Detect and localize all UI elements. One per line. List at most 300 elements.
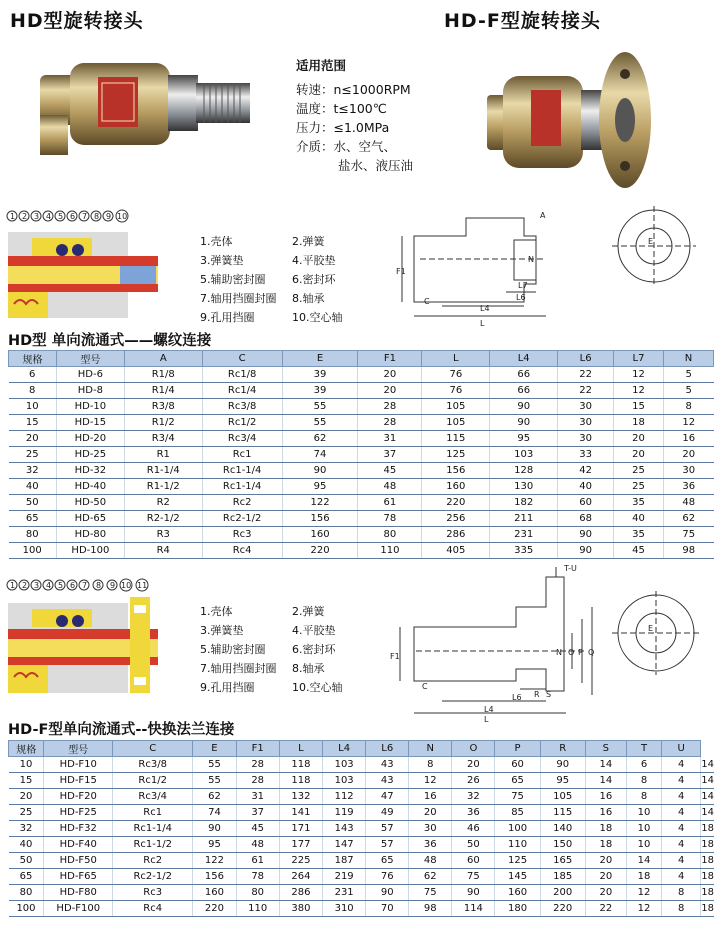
table-cell: 103 (323, 757, 366, 773)
table-cell: R1/8 (124, 367, 202, 383)
spec-heading: 适用范围 (296, 58, 347, 73)
callout-11: 11 (137, 581, 148, 590)
table-cell: 18 (701, 885, 714, 901)
callout-8: 8 (94, 212, 100, 221)
col-header: E (282, 351, 358, 367)
table-cell: 14 (701, 805, 714, 821)
table-cell: 18 (585, 837, 626, 853)
callout-1: 1 (10, 212, 16, 221)
table-row (9, 495, 714, 511)
table-cell: 30 (558, 399, 614, 415)
table-cell: 40 (614, 511, 664, 527)
table-cell: 55 (282, 399, 358, 415)
table-cell: 156 (282, 511, 358, 527)
callout-10: 10 (121, 581, 132, 590)
table-cell: 55 (193, 757, 236, 773)
table-cell: 220 (193, 901, 236, 917)
table-cell: HD-8 (56, 383, 124, 399)
table-cell: 12 (409, 773, 452, 789)
dim-label-c: C (422, 682, 428, 691)
table-cell: 20 (585, 885, 626, 901)
parts-list-1 (200, 232, 384, 327)
table-cell: 75 (452, 869, 495, 885)
table-cell: Rc1-1/4 (113, 821, 193, 837)
table-cell: 125 (422, 447, 490, 463)
col-header: N (409, 741, 452, 757)
table-row (9, 869, 715, 885)
table-cell: 219 (323, 869, 366, 885)
table-cell: 141 (279, 805, 322, 821)
table-cell: 171 (279, 821, 322, 837)
callout-3: 3 (34, 581, 40, 590)
table-cell: 62 (663, 511, 713, 527)
callout-4: 4 (46, 581, 52, 590)
table-cell: 20 (614, 431, 664, 447)
table-cell: 10 (626, 805, 661, 821)
table-cell: 47 (366, 789, 409, 805)
table-cell: 16 (409, 789, 452, 805)
table-cell: Rc1/2 (113, 773, 193, 789)
callout-2: 2 (22, 581, 28, 590)
spec-line: 盐水、液压油 (338, 158, 414, 173)
table-cell: 76 (422, 383, 490, 399)
callout-5: 5 (58, 212, 64, 221)
table-cell: HD-F100 (44, 901, 113, 917)
col-header: 型号 (44, 741, 113, 757)
dim-label-f1: F1 (390, 652, 400, 661)
table-cell: 128 (490, 463, 558, 479)
col-header: C (202, 351, 282, 367)
table-cell: 18 (585, 821, 626, 837)
table-cell: 105 (540, 789, 585, 805)
table-cell: 165 (540, 853, 585, 869)
table-cell: 14 (585, 757, 626, 773)
col-header: T (626, 741, 661, 757)
table-cell: 20 (9, 789, 44, 805)
table-cell: 180 (495, 901, 540, 917)
table-cell: 256 (422, 511, 490, 527)
table-cell: Rc3/4 (113, 789, 193, 805)
table-cell: 70 (366, 901, 409, 917)
table-cell: R3/4 (124, 431, 202, 447)
table-row (9, 837, 715, 853)
table-cell: 35 (614, 495, 664, 511)
table-cell: 156 (193, 869, 236, 885)
table-cell: 95 (490, 431, 558, 447)
table-cell: 43 (366, 773, 409, 789)
table-cell: Rc3/8 (202, 399, 282, 415)
table-cell: 32 (9, 821, 44, 837)
table-cell: 55 (193, 773, 236, 789)
table-cell: 15 (9, 773, 44, 789)
dim-label-l: L (484, 715, 489, 724)
table-cell: 95 (282, 479, 358, 495)
table-cell: 45 (358, 463, 422, 479)
table-cell: 182 (490, 495, 558, 511)
table-cell: 105 (422, 415, 490, 431)
col-header: O (452, 741, 495, 757)
table-row (9, 543, 714, 559)
table-cell: 28 (358, 415, 422, 431)
table-cell: 18 (701, 901, 714, 917)
table-cell: 115 (422, 431, 490, 447)
table-cell: 18 (701, 853, 714, 869)
table-cell: 76 (366, 869, 409, 885)
table-cell: 90 (366, 885, 409, 901)
table-cell: 8 (626, 773, 661, 789)
table-cell: 143 (323, 821, 366, 837)
table-cell: 112 (323, 789, 366, 805)
table-cell: 118 (279, 773, 322, 789)
table-cell: HD-20 (56, 431, 124, 447)
table-cell: 200 (540, 885, 585, 901)
table-cell: 25 (614, 479, 664, 495)
dim-label-l4: L4 (480, 304, 490, 313)
table-cell: Rc1 (113, 805, 193, 821)
table-cell: R4 (124, 543, 202, 559)
dim-label-c: C (424, 297, 430, 306)
table-cell: 10 (9, 757, 44, 773)
table-cell: 49 (366, 805, 409, 821)
table-cell: 118 (279, 757, 322, 773)
table-cell: 39 (282, 367, 358, 383)
table-cell: 8 (662, 901, 701, 917)
table-cell: 145 (495, 869, 540, 885)
table-cell: Rc1/2 (202, 415, 282, 431)
table-cell: 231 (490, 527, 558, 543)
table-cell: 60 (558, 495, 614, 511)
hd-f-photo (485, 40, 655, 190)
dim-label-e: E (648, 237, 654, 246)
hd-photo (40, 55, 290, 160)
table-cell: 90 (540, 757, 585, 773)
table-cell: 35 (614, 527, 664, 543)
spec-line: 压力：≤1.0MPa (296, 120, 390, 135)
table-cell: 187 (323, 853, 366, 869)
table-cell: HD-100 (56, 543, 124, 559)
table-cell: 22 (585, 901, 626, 917)
table-cell: 4 (662, 821, 701, 837)
table-cell: 65 (366, 853, 409, 869)
table-cell: 114 (452, 901, 495, 917)
table-cell: 78 (358, 511, 422, 527)
table-row (9, 789, 715, 805)
col-header: A (124, 351, 202, 367)
table-cell: 60 (495, 757, 540, 773)
dim-label-l7: L7 (518, 281, 528, 290)
table-cell: 90 (452, 885, 495, 901)
table-row (9, 367, 714, 383)
table-cell: 20 (663, 447, 713, 463)
table-cell: 211 (490, 511, 558, 527)
table-cell: 45 (614, 543, 664, 559)
title-hd-f: HD-F型旋转接头 (444, 10, 601, 32)
table-cell: 90 (558, 527, 614, 543)
table-cell: R3 (124, 527, 202, 543)
table-cell: 122 (193, 853, 236, 869)
table-cell: 95 (193, 837, 236, 853)
table-cell: 37 (358, 447, 422, 463)
table-cell: 20 (585, 869, 626, 885)
table-cell: 33 (558, 447, 614, 463)
table-cell: 160 (495, 885, 540, 901)
table-cell: 12 (626, 885, 661, 901)
table-cell: 28 (236, 773, 279, 789)
table-cell: 31 (358, 431, 422, 447)
table-cell: 18 (701, 869, 714, 885)
table-cell: 231 (323, 885, 366, 901)
dim-label-f1: F1 (396, 267, 406, 276)
table-cell: 75 (409, 885, 452, 901)
table-cell: 28 (236, 757, 279, 773)
spec-line: 温度：t≤100℃ (296, 101, 387, 116)
table-cell: 405 (422, 543, 490, 559)
table-cell: 80 (358, 527, 422, 543)
table-cell: 100 (495, 821, 540, 837)
table-cell: 14 (585, 773, 626, 789)
col-header: L4 (323, 741, 366, 757)
table-cell: 130 (490, 479, 558, 495)
table-cell: Rc4 (113, 901, 193, 917)
table-cell: 95 (540, 773, 585, 789)
part-item: 1.壳体 (200, 235, 233, 248)
callout-7: 7 (82, 581, 88, 590)
table-cell: 98 (409, 901, 452, 917)
table-cell: 90 (193, 821, 236, 837)
dim-label-n: N (556, 648, 562, 657)
hd-cutaway-drawing (2, 208, 172, 320)
table-cell: 20 (358, 367, 422, 383)
table-cell: Rc3 (113, 885, 193, 901)
table-cell: 48 (409, 853, 452, 869)
spec-block (296, 56, 413, 175)
table-cell: 4 (662, 789, 701, 805)
table-cell: Rc2-1/2 (113, 869, 193, 885)
table-cell: Rc2 (202, 495, 282, 511)
part-item: 5.辅助密封圈 (200, 643, 266, 656)
table-cell: R1-1/4 (124, 463, 202, 479)
table-cell: 80 (9, 885, 44, 901)
table-cell: 140 (540, 821, 585, 837)
part-item: 3.弹簧垫 (200, 254, 244, 267)
table-cell: 264 (279, 869, 322, 885)
dim-label-l6: L6 (516, 293, 526, 302)
table-cell: 48 (358, 479, 422, 495)
table-cell: 66 (490, 383, 558, 399)
callout-9: 9 (106, 212, 112, 221)
table-cell: 25 (9, 805, 44, 821)
table-cell: 40 (9, 479, 57, 495)
table-cell: HD-F10 (44, 757, 113, 773)
table-cell: 160 (282, 527, 358, 543)
table-cell: R1-1/2 (124, 479, 202, 495)
table-cell: 286 (422, 527, 490, 543)
dim-label-p: P (578, 648, 583, 657)
dim-label-n: N (528, 255, 534, 264)
table-cell: HD-F65 (44, 869, 113, 885)
table-cell: 50 (9, 495, 57, 511)
table-cell: 37 (236, 805, 279, 821)
table-cell: HD-15 (56, 415, 124, 431)
part-item: 4.平胶垫 (292, 254, 336, 267)
table-cell: Rc1-1/2 (113, 837, 193, 853)
table-cell: Rc1-1/4 (202, 463, 282, 479)
table-cell: 100 (9, 543, 57, 559)
dim-label-l6: L6 (512, 693, 522, 702)
hd-f-spec-table (8, 740, 714, 917)
table-cell: 125 (495, 853, 540, 869)
table-cell: 40 (9, 837, 44, 853)
part-item: 3.弹簧垫 (200, 624, 244, 637)
table-cell: 4 (662, 757, 701, 773)
table-cell: 177 (279, 837, 322, 853)
table-cell: Rc1/4 (202, 383, 282, 399)
table-cell: 36 (452, 805, 495, 821)
table-cell: 90 (558, 543, 614, 559)
table-cell: 36 (409, 837, 452, 853)
part-item: 2.弹簧 (292, 605, 325, 618)
table-cell: 20 (358, 383, 422, 399)
table-cell: HD-32 (56, 463, 124, 479)
callout-8: 8 (96, 581, 102, 590)
table-cell: 10 (9, 399, 57, 415)
table-cell: Rc1-1/4 (202, 479, 282, 495)
table-cell: HD-10 (56, 399, 124, 415)
table-cell: 62 (282, 431, 358, 447)
table-cell: 76 (422, 367, 490, 383)
table-row (9, 805, 715, 821)
spec-line: 介质：水、空气、 (296, 139, 397, 154)
table-cell: 4 (662, 837, 701, 853)
dim-label-e: E (648, 624, 654, 633)
table-cell: Rc1 (202, 447, 282, 463)
table-cell: 115 (540, 805, 585, 821)
table-cell: Rc3/4 (202, 431, 282, 447)
table-cell: 16 (585, 789, 626, 805)
dim-label-l: L (480, 319, 485, 328)
section-heading-hd: HD型 单向流通式——螺纹连接 (8, 333, 212, 349)
col-header: S (585, 741, 626, 757)
table-cell: 32 (9, 463, 57, 479)
table-cell: 122 (282, 495, 358, 511)
table-row (9, 821, 715, 837)
table-cell: HD-65 (56, 511, 124, 527)
table-cell: 18 (701, 821, 714, 837)
table-cell: 30 (558, 415, 614, 431)
table-row (9, 399, 714, 415)
table-cell: 68 (558, 511, 614, 527)
part-item: 6.密封环 (292, 643, 336, 656)
table-cell: 22 (558, 367, 614, 383)
table-cell: 5 (663, 383, 713, 399)
table-cell: 14 (626, 853, 661, 869)
col-header: 规格 (9, 741, 44, 757)
table-cell: 147 (323, 837, 366, 853)
dim-label-r: R (534, 690, 540, 699)
table-cell: 18 (626, 869, 661, 885)
table-cell: 10 (626, 821, 661, 837)
table-cell: 50 (452, 837, 495, 853)
part-item: 2.弹簧 (292, 235, 325, 248)
table-cell: 80 (9, 527, 57, 543)
table-row (9, 511, 714, 527)
table-cell: 8 (409, 757, 452, 773)
table-cell: 14 (701, 789, 714, 805)
table-cell: 42 (558, 463, 614, 479)
table-cell: 132 (279, 789, 322, 805)
table-cell: 8 (662, 885, 701, 901)
table-cell: 48 (663, 495, 713, 511)
hd-f-dimension-drawing (386, 563, 716, 725)
parts-list-2 (200, 602, 384, 697)
table-cell: 14 (701, 757, 714, 773)
table-row (9, 527, 714, 543)
callout-3: 3 (34, 212, 40, 221)
table-cell: 32 (452, 789, 495, 805)
table-cell: HD-50 (56, 495, 124, 511)
table-cell: 75 (495, 789, 540, 805)
table-row (9, 757, 715, 773)
col-header: L (279, 741, 322, 757)
table-cell: 105 (422, 399, 490, 415)
table-cell: 20 (9, 431, 57, 447)
dim-label-q: Q (588, 648, 595, 657)
table-cell: 15 (9, 415, 57, 431)
title-hd: HD型旋转接头 (10, 10, 144, 32)
table-cell: 22 (558, 383, 614, 399)
table-cell: 65 (9, 869, 44, 885)
table-cell: 12 (626, 901, 661, 917)
col-header: 型号 (56, 351, 124, 367)
table-cell: 61 (358, 495, 422, 511)
table-cell: 8 (626, 789, 661, 805)
table-cell: 20 (614, 447, 664, 463)
table-cell: Rc4 (202, 543, 282, 559)
col-header: L6 (366, 741, 409, 757)
dim-label-a: A (540, 211, 546, 220)
table-cell: 65 (9, 511, 57, 527)
col-header: L7 (614, 351, 664, 367)
section-heading-hd-f: HD-F型单向流通式--快换法兰连接 (8, 722, 235, 738)
table-cell: 160 (193, 885, 236, 901)
table-cell: 16 (585, 805, 626, 821)
table-cell: 45 (236, 821, 279, 837)
col-header: C (113, 741, 193, 757)
table-cell: Rc3/8 (113, 757, 193, 773)
table-cell: HD-25 (56, 447, 124, 463)
part-item: 8.轴承 (292, 662, 325, 675)
dim-label-l4: L4 (484, 705, 494, 714)
table-cell: 31 (236, 789, 279, 805)
table-cell: 220 (422, 495, 490, 511)
spec-line: 转速：n≤1000RPM (296, 82, 411, 97)
callout-9: 9 (110, 581, 116, 590)
table-cell: R2 (124, 495, 202, 511)
table-cell: 39 (282, 383, 358, 399)
table-cell: 26 (452, 773, 495, 789)
table-cell: 50 (9, 853, 44, 869)
table-cell: 25 (614, 463, 664, 479)
table-cell: 48 (236, 837, 279, 853)
table-cell: 15 (614, 399, 664, 415)
table-cell: 30 (409, 821, 452, 837)
table-cell: 85 (495, 805, 540, 821)
table-cell: 65 (495, 773, 540, 789)
table-row (9, 479, 714, 495)
table-cell: 66 (490, 367, 558, 383)
table-cell: 4 (662, 805, 701, 821)
table-row (9, 415, 714, 431)
